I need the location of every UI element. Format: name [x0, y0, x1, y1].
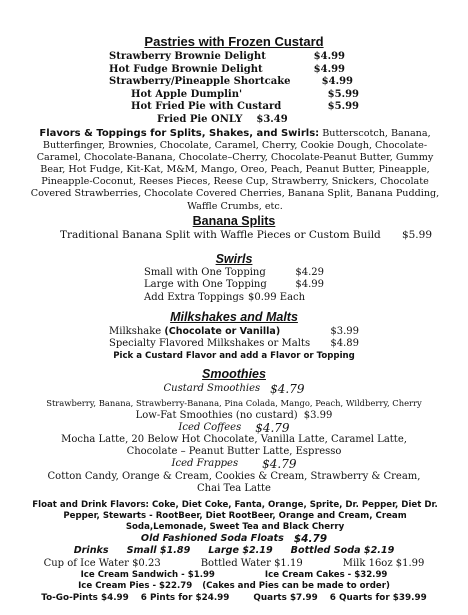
coffees-row: Iced Coffees $4.79	[178, 420, 290, 435]
custard-smoothies-row: Custard Smoothies $4.79	[163, 382, 305, 397]
smoothies-section	[0, 368, 468, 495]
list-item: Strawberry Brownie Delight $4.99	[109, 51, 345, 62]
flavors-heading: Flavors & Toppings for Splits, Shakes, and Swirls:	[39, 128, 320, 139]
banana-section	[0, 214, 468, 241]
flavors-section	[30, 128, 440, 213]
floats-flavors: Float and Drink Flavors: Coke, Diet Coke, Fanta, Orange, Sprite, Dr. Pepper, Diet Dr. Pepper, Stewarts - RootBeer, Diet RootBeer, Orange and Cream, Cream Soda,Lemonade, Sweet Tea and Black Cherry	[32, 500, 438, 532]
milkshakes-note: Pick a Custard Flavor and add a Flavor or Topping	[113, 350, 355, 361]
list-item: Hot Fudge Brownie Delight $4.99	[109, 63, 345, 75]
pastries-title: Pastries with Frozen Custard	[144, 34, 324, 49]
banana-price: $5.99	[401, 229, 432, 241]
banana-row	[0, 229, 468, 241]
pastries-list	[109, 51, 359, 127]
old-floats-row: Old Fashioned Soda Floats $4.79	[140, 533, 328, 545]
list-item: Specialty Flavored Milkshakes or Malts $4.89	[109, 338, 359, 350]
list-item: Hot Fried Pie with Custard $5.99	[131, 101, 359, 113]
list-item: Add Extra Toppings $0.99 Each	[144, 291, 306, 303]
milkshakes-list	[109, 326, 359, 351]
togo-row: To-Go-Pints $4.99 6 Pints for $24.99 Quarts $7.99 6 Quarts for $39.99	[41, 593, 427, 604]
list-item: Milkshake (Chocolate or Vanilla) $3.99	[109, 326, 359, 337]
smoothies-title: Smoothies	[202, 367, 266, 381]
coffees-list-2: Chocolate – Peanut Butter Latte, Espresso	[126, 446, 342, 458]
list-item: Fried Pie ONLY $3.49	[157, 113, 288, 125]
swirls-section	[0, 252, 468, 304]
swirls-title: Swirls	[215, 252, 253, 266]
coffees-list-1: Mocha Latte, 20 Below Hot Chocolate, Vanilla Latte, Caramel Latte,	[61, 434, 407, 446]
water-row: Cup of Ice Water $0.23 Bottled Water $1.19 Milk 16oz $1.99	[43, 557, 425, 569]
frappes-row: Iced Frappes $4.79	[171, 457, 297, 472]
list-item: Large with One Topping $4.99	[144, 279, 324, 291]
floats-section	[28, 500, 442, 533]
frappes-list-1: Cotton Candy, Orange & Cream, Cookies & Cream, Strawberry & Cream,	[47, 470, 421, 482]
list-item: Hot Apple Dumplin' $5.99	[131, 88, 359, 100]
milkshakes-section	[0, 310, 468, 361]
list-item: Strawberry/Pineapple Shortcake $4.99	[109, 76, 353, 88]
banana-title: Banana Splits	[192, 214, 276, 228]
milkshakes-title: Milkshakes and Malts	[170, 310, 298, 324]
frappes-list-2: Chai Tea Latte	[197, 482, 271, 494]
banana-desc: Traditional Banana Split with Waffle Pieces or Custom Build	[60, 229, 381, 241]
pastries-section	[0, 34, 468, 127]
sandwich-row: Ice Cream Sandwich - $1.99 Ice Cream Cakes - $32.99	[80, 570, 388, 581]
pies-row: Ice Cream Pies - $22.79 (Cakes and Pies can be made to order)	[78, 581, 390, 592]
swirls-list	[144, 267, 324, 304]
drinks-row: Drinks Small $1.89 Large $2.19 Bottled Soda $2.19	[73, 545, 395, 557]
flavors-list: Butterscotch, Banana, Butterfinger, Brownies, Chocolate, Caramel, Cherry, Cookie Dough, Chocolate-Caramel, Chocolate-Banana, Chocolate–Cherry, Chocolate-Peanut Butter, Gummy Bear, Hot Fudge, Kit-Kat, M&M, Mango, Oreo, Peach, Peanut Butter, Pineapple, Pineapple-Coconut, Reeses Pieces, Reese Cup, Strawberry, Snickers, Chocolate Covered Strawberries, Chocolate Covered Cherries, Banana Split, Banana Pudding, Waffle Crumbs, etc.	[30, 128, 440, 212]
lowfat-row: Low-Fat Smoothies (no custard) $3.99	[135, 409, 333, 421]
drinks-section	[0, 533, 468, 604]
custard-flavors: Strawberry, Banana, Strawberry-Banana, Pina Colada, Mango, Peach, Wildberry, Cherry	[46, 398, 422, 409]
list-item: Small with One Topping $4.29	[144, 267, 324, 278]
